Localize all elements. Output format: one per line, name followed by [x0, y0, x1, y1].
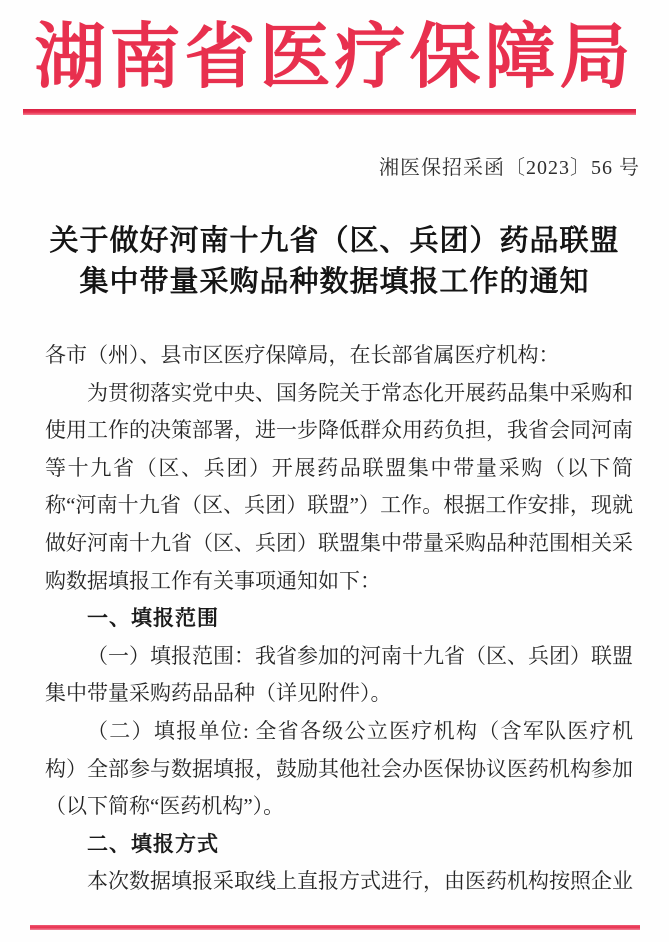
document-title	[0, 221, 669, 303]
document-title-line-2: 集中带量采购品种数据填报工作的通知	[79, 266, 590, 298]
section-heading: 一、填报范围	[87, 607, 219, 631]
letterhead-agency-name: 湖南省医疗保障局	[34, 19, 635, 97]
body-paragraph: （二）填报单位: 全省各级公立医疗机构（含军队医疗机构）全部参与数据填报，鼓励其他社会办医保协议医药机构参加（以下简称“医药机构”）。	[45, 718, 633, 819]
salutation-line: 各市（州）、县市区医疗保障局，在长部省属医疗机构：	[45, 343, 560, 367]
document-title-line-1: 关于做好河南十九省（区、兵团）药品联盟	[49, 225, 620, 257]
footer-divider	[30, 925, 640, 930]
document-number: 湘医保招采函〔2023〕56 号	[379, 157, 640, 179]
section-heading: 二、填报方式	[87, 832, 219, 856]
document-body	[45, 337, 633, 901]
body-paragraph: （一）填报范围：我省参加的河南十九省（区、兵团）联盟集中带量采购药品品种（详见附件）。	[45, 643, 633, 706]
letterhead-divider	[23, 109, 636, 115]
body-paragraph: 本次数据填报采取线上直报方式进行，由医药机构按照企业	[87, 869, 633, 894]
body-paragraph: 为贯彻落实党中央、国务院关于常态化开展药品集中采购和使用工作的决策部署，进一步降低群众用药负担，我省会同河南等十九省（区、兵团）开展药品联盟集中带量采购（以下简称“河南十九省（区、兵团）联盟”）工作。根据工作安排，现就做好河南十九省（区、兵团）联盟集中带量采购品种范围相关采购数据填报工作有关事项通知如下：	[45, 380, 633, 593]
